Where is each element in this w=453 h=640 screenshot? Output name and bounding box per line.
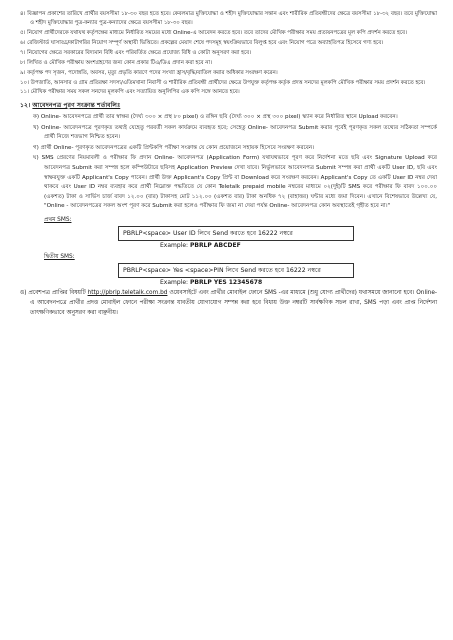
list-item-6 bbox=[20, 39, 437, 48]
sub-item-ka bbox=[20, 113, 437, 123]
item-number: ৯। bbox=[20, 69, 26, 76]
sms-second bbox=[20, 252, 437, 286]
sms-label-text: দ্বিতীয় SMS: bbox=[44, 254, 75, 261]
list-item-7 bbox=[20, 49, 437, 58]
list-item-8 bbox=[20, 59, 437, 68]
item-text: মৌখিক পরীক্ষার সময় সকল সনদের মূলকপি এবং সত্যায়িত অনুলিপির এক কপি সঙ্গে আনতে হবে। bbox=[30, 89, 240, 96]
sub-text: Online- আবেদনপত্রে পূরণকৃত তথ্যই যেহেতু পরবর্তী সকল কার্যক্রমে ব্যবহৃত হবে; সেহেতু Online- আবেদনপত্র Submit করার পূর্বেই পূরণকৃত সকল তথ্যের সঠিকতা সম্পর্কে প্রার্থী নিজে শতভাগ নিশ্চিত হবেন। bbox=[41, 124, 437, 141]
sub-item-umo bbox=[20, 289, 437, 318]
item-text: বিজ্ঞাপন প্রকাশের তারিখে প্রার্থীর বয়সসীমা ১৮-৩০ বছর হতে হবে। কেবলমাত্র মুক্তিযোদ্ধা ও শহীদ মুক্তিযোদ্ধার সন্তান এবং শারীরিক প্রতিবন্ধীদের ক্ষেত্রে বয়সসীমা ১৮-৩২ বছর। তবে মুক্তিযোদ্ধা ও শহীদ মুক্তিযোদ্ধার পুত্র-কন্যার পুত্র-কন্যাদের ক্ষেত্রে বয়সসীমা ১৮-৩০ বছর। bbox=[27, 11, 437, 26]
item-number: ১০। bbox=[20, 79, 29, 86]
list-item-9 bbox=[20, 69, 437, 78]
list-item-5 bbox=[20, 29, 437, 38]
sub-text: প্রার্থী Online- পূরণকৃত আবেদনপত্রের একটি প্রিন্টকপি পরীক্ষা সংক্রান্ত যে কোন প্রয়োজনে সহায়ক হিসেবে সংরক্ষণ করবেন। bbox=[40, 144, 315, 151]
sms-example bbox=[160, 242, 437, 249]
website-link[interactable]: http://pbrlp.teletalk.com.bd bbox=[87, 290, 168, 297]
numbered-list bbox=[20, 10, 437, 97]
item-text: কর্তৃপক্ষ পদ সৃজন, পদোন্নতি, অবসর, মৃত্যু প্রভৃতি কারণে পদের সংখ্যা হ্রাস/বৃদ্ধি/বাতিল করার অধিকার সংরক্ষণ করেন। bbox=[27, 69, 278, 76]
list-item-11 bbox=[20, 88, 437, 97]
sub-number: গ) bbox=[33, 144, 39, 151]
sub-text: SMS প্রেরণের নিয়মাবলী ও পরীক্ষার ফি প্রদান Online- আবেদনপত্র (Application Form) যথাযথভাবে পূরণ করে নির্দেশনা মতে ছবি এবং Signature Upload করে আবেদনপত্র Submit করা সম্পন্ন হলে কম্পিউটারে ছবিসহ Application Preview দেখা যাবে। নির্ভুলভাবে আবেদনপত্র Submit সম্পন্ন করা প্রার্থী একটি User ID, ছবি এবং স্বাক্ষরযুক্ত একটি Applicant's Copy পাবেন। প্রার্থী উক্ত Applicant's Copy প্রিন্ট বা Download করে সংরক্ষণ করবেন। Applicant's Copy তে একটি User ID নম্বর দেয়া থাকবে এবং User ID নম্বর ব্যবহার করে প্রার্থী নিম্নোক্ত পদ্ধতিতে যে কোন Teletalk prepaid mobile নম্বরের মাধ্যমে ০২(দুই)টি SMS করে পরীক্ষার ফি বাবদ ১০০.০০ (একশত) টাকা ও সার্ভিস চার্জ বাবদ ১২.০০ (বার) টাকাসহ মোট ১১২.০০ (একশত বার) টাকা অনধিক ৭২ (বাহাত্তর) ঘন্টার মধ্যে জমা দিবেন। এখানে বিশেষভাবে উল্লেখ্য যে, "Online - আবেদনপত্রের সকল অংশ পূরণ করে Submit করা হলেও পরীক্ষার ফি জমা না দেয়া পর্যন্ত Online- আবেদনপত্র কোন অবস্থাতেই গৃহীত হবে না।" bbox=[41, 155, 437, 210]
sms-format-box: PBRLP<space> User ID লিখে Send করতে হবে 16222 নম্বরে bbox=[118, 226, 354, 241]
sub-item-gha bbox=[20, 154, 437, 212]
sub-text: Online- আবেদনপত্রে প্রার্থী তার স্বাক্ষর (দৈর্ঘ্য ৩০০ × প্রস্থ ৮০ pixel) ও রঙ্গিন ছবি (দৈর্ঘ্য ৩০০ × প্রস্থ ৩০০ pixel) স্ক্যান করে নির্ধারিত স্থানে Upload করবেন। bbox=[40, 114, 398, 121]
sms-example bbox=[160, 279, 437, 286]
item-text: লিখিত ও মৌখিক পরীক্ষায় অংশগ্রহণের জন্য কোন প্রকার টিএ/ডিএ প্রদান করা হবে না। bbox=[27, 59, 212, 66]
sms-label bbox=[20, 252, 437, 262]
item-number: ৮। bbox=[20, 59, 26, 66]
item-text: উপজাতি, আনসার ও গ্রাম প্রতিরক্ষা সদস্য/এতিমখানা নিবাসী ও শারীরিক প্রতিবন্ধী প্রার্থীদের ক্ষেত্রে উপযুক্ত কর্তৃপক্ষ কর্তৃক প্রদত্ত সনদের মূলকপি মৌখিক পরীক্ষার সময় প্রদর্শন করতে হবে। bbox=[30, 79, 426, 86]
sms-label-text: প্রথম SMS: bbox=[44, 217, 72, 224]
item-text: রেজিস্টার্ড ঘাসাড্ড/কাটাগরির নিয়োগ সম্পূর্ণ অস্থায়ী ভিত্তিতে। প্রকল্পের মেয়াদ শেষে পদসমূহ স্বয়ংক্রিয়ভাবে বিলুপ্ত হবে এবং নিয়োগ পত্রে অব্যাহতিপত্র হিসেবে গণ্য হবে। bbox=[27, 39, 384, 46]
section-number: ১২। bbox=[20, 102, 31, 110]
item-number: ৬। bbox=[20, 39, 26, 46]
item-number: ৪। bbox=[20, 11, 26, 17]
sub-number: ঘ) bbox=[33, 155, 39, 162]
item-number: ৫। bbox=[20, 29, 26, 36]
item-text: নিয়োগের ক্ষেত্রে সরকারের বিদ্যমান বিধি এবং পরিবর্তিত ক্ষেত্রে প্রযোজ্য বিধি ও কোটা অনুসরণ করা হবে। bbox=[27, 49, 252, 56]
sub-item-ga bbox=[20, 144, 437, 154]
sms-first bbox=[20, 215, 437, 249]
sub-text-continued: ওয়েবসাইটে এবং প্রার্থীর মোবাইল ফোনে SMS -এর মাধ্যমে (শুধু যোগ্য প্রার্থীদের) যথাসময়ে জানানো হবে। Online-এ আবেদনপত্রে প্রার্থীর প্রদত্ত মোবাইল ফোনে পরীক্ষা সংক্রান্ত যাবতীয় যোগাযোগ সম্পন্ন করা হবে বিধায় উক্ত নম্বরটি সার্বক্ষণিক সচল রাখা, SMS পড়া এবং প্রাপ্ত নির্দেশনা তাৎক্ষণিকভাবে অনুসরণ করা বাঞ্ছনীয়। bbox=[30, 290, 438, 316]
list-item-4 bbox=[20, 10, 437, 27]
sub-number: খ) bbox=[33, 124, 39, 131]
list-item-10 bbox=[20, 79, 437, 88]
sub-item-kha bbox=[20, 124, 437, 143]
section-heading bbox=[20, 100, 437, 111]
sub-text: প্রবেশপত্র প্রাপ্তির বিষয়টি bbox=[28, 290, 88, 297]
section-title: আবেদনপত্র পূরণ সংক্রান্ত শর্তাবলিঃ bbox=[32, 102, 121, 110]
sub-number: ঙ) bbox=[20, 290, 27, 297]
example-value: PBRLP YES 12345678 bbox=[189, 279, 263, 287]
item-number: ১১। bbox=[20, 89, 29, 96]
item-number: ৭। bbox=[20, 49, 26, 56]
sub-number: ক) bbox=[33, 114, 40, 121]
item-text: নিয়োগ প্রার্থীদেরকে যথাযথ কর্তৃপক্ষের মাধ্যমে নির্ধারিত সময়ের মধ্যে Online-এ আবেদন করতে হবে। তবে তাদের মৌখিক পরীক্ষার সময় প্রত্যয়নপত্রের মূল কপি প্রদর্শন করতে হবে। bbox=[27, 29, 407, 36]
example-value: PBRLP ABCDEF bbox=[189, 242, 241, 250]
sms-label bbox=[20, 215, 437, 225]
example-prefix: Example: bbox=[160, 279, 190, 287]
example-prefix: Example: bbox=[160, 242, 190, 250]
sms-format-box: PBRLP<space> Yes <space>PIN লিখে Send করতে হবে 16222 নম্বরে bbox=[118, 263, 354, 278]
